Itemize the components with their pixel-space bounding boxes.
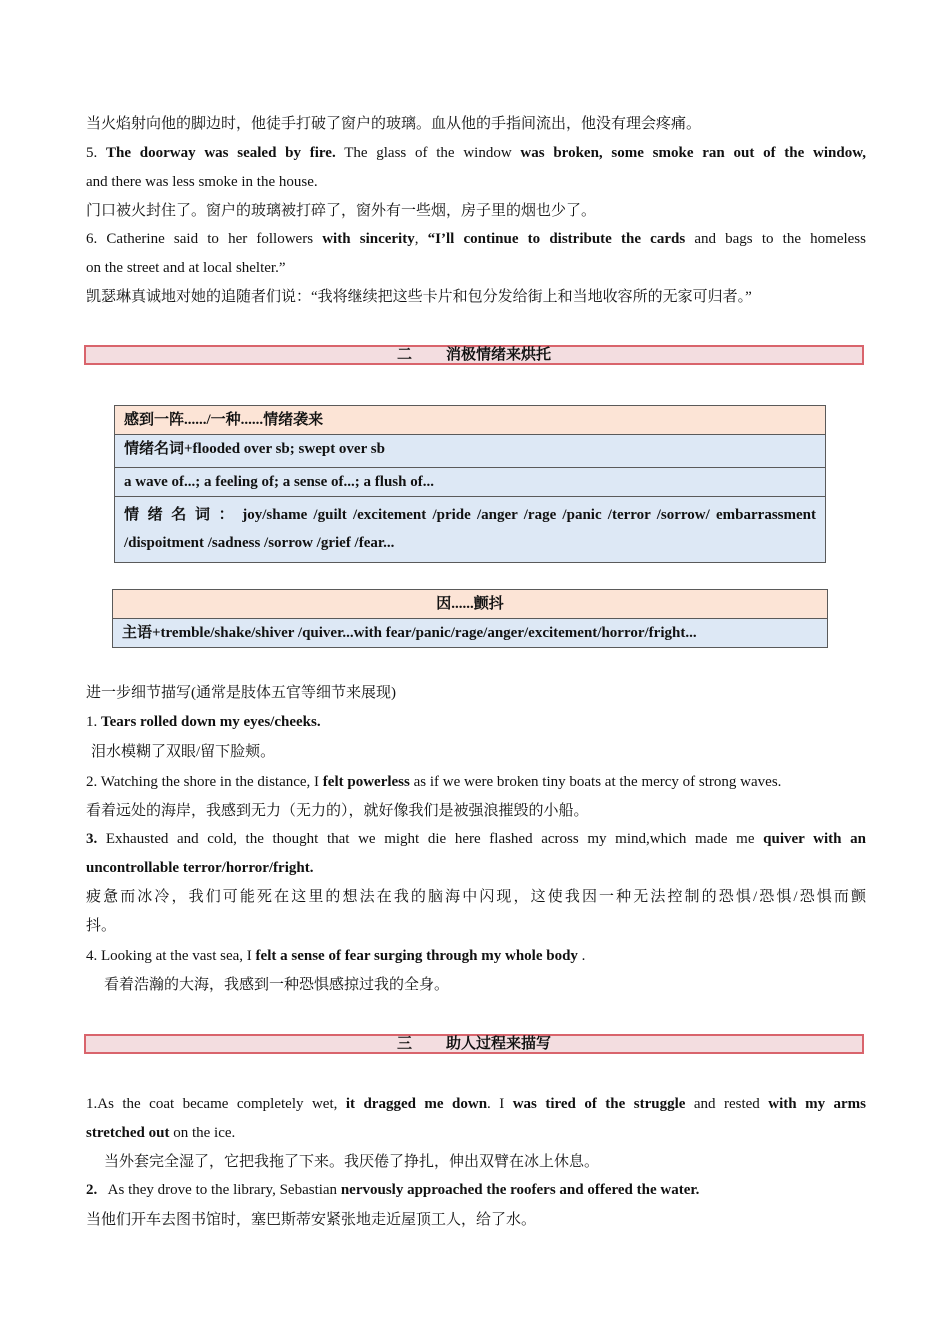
detail-example-1-cn: 泪水模糊了双眼/留下脸颊。 — [91, 744, 276, 760]
emotion-wave-table-header: 感到一阵....../一种......情绪袭来 — [115, 406, 826, 435]
help-example-1-en-line-2: stretched out on the ice. — [86, 1125, 236, 1141]
section-2-number: 二 — [396, 347, 412, 363]
detail-example-2-en: 2. Watching the shore in the distance, I felt powerless as if we were broken tiny boats at the mercy of strong waves. — [86, 774, 782, 790]
detail-example-3-en-line-2: uncontrollable terror/horror/fright. — [86, 860, 314, 876]
help-example-2-en: 2. As they drove to the library, Sebastian nervously approached the roofers and offered the water. — [86, 1182, 700, 1198]
section-3-title: 助人过程来描写 — [446, 1036, 552, 1052]
example-6-en-line-1: 6. Catherine said to her followers with sincerity, “I’ll continue to distribute the cards and bags to the homeless — [86, 231, 866, 247]
example-6-cn: 凯瑟琳真诚地对她的追随者们说：“我将继续把这些卡片和包分发给街上和当地收容所的无家可归者。” — [86, 289, 752, 305]
help-example-1-cn: 当外套完全湿了，它把我拖了下来。我厌倦了挣扎，伸出双臂在冰上休息。 — [104, 1154, 600, 1170]
detail-example-4-cn: 看着浩瀚的大海，我感到一种恐惧感掠过我的全身。 — [104, 977, 450, 993]
help-example-1-en-line-1: 1.As the coat became completely wet, it dragged me down. I was tired of the struggle and rested with my arms — [86, 1096, 867, 1112]
example-6-en-line-2: on the street and at local shelter.” — [86, 260, 286, 276]
emotion-wave-table-row-1: 情绪名词+flooded over sb; swept over sb — [115, 435, 826, 468]
example-5-en-line-2: and there was less smoke in the house. — [86, 174, 318, 190]
section-2-title: 消极情绪来烘托 — [446, 347, 552, 363]
example-5-en-line-1: 5. The doorway was sealed by fire. The glass of the window was broken, some smoke ran out of the window, — [86, 145, 866, 161]
emotion-wave-table-row-2: a wave of...; a feeling of; a sense of...; a flush of... — [115, 468, 826, 497]
detail-example-3-cn-line-2: 抖。 — [86, 918, 117, 934]
tremble-table — [112, 589, 828, 648]
example-5-cn: 门口被火封住了。窗户的玻璃被打碎了，窗外有一些烟，房子里的烟也少了。 — [86, 203, 597, 219]
help-example-2-cn: 当他们开车去图书馆时，塞巴斯蒂安紧张地走近屋顶工人，给了水。 — [86, 1212, 537, 1228]
section-3-number: 三 — [396, 1036, 412, 1052]
section-3-heading — [84, 1034, 864, 1054]
detail-example-1-en: 1. Tears rolled down my eyes/cheeks. — [86, 714, 321, 730]
detail-intro: 进一步细节描写(通常是肢体五官等细节来展现) — [86, 685, 396, 701]
detail-example-4-en: 4. Looking at the vast sea, I felt a sense of fear surging through my whole body . — [86, 948, 586, 964]
tremble-table-row-1: 主语+tremble/shake/shiver /quiver...with fear/panic/rage/anger/excitement/horror/fright... — [113, 619, 828, 648]
tremble-table-header: 因......颤抖 — [113, 590, 828, 619]
emotion-wave-table-row-3: 情 绪 名 词 ： joy/shame /guilt /excitement /pride /anger /rage /panic /terror /sorrow/ embarrassment /dispoitment /sadness /sorrow /grief /fear... — [115, 497, 826, 563]
emotion-wave-table — [114, 405, 826, 563]
top-cn-line-1: 当火焰射向他的脚边时，他徒手打破了窗户的玻璃。血从他的手指间流出，他没有理会疼痛。 — [86, 116, 702, 132]
detail-example-3-cn-line-1: 疲惫而冰冷，我们可能死在这里的想法在我的脑海中闪现，这使我因一种无法控制的恐惧/恐惧/恐惧而颤 — [86, 889, 866, 905]
detail-example-2-cn: 看着远处的海岸，我感到无力（无力的），就好像我们是被强浪摧毁的小船。 — [86, 803, 589, 819]
section-2-heading — [84, 345, 864, 365]
detail-example-3-en-line-1: 3. Exhausted and cold, the thought that we might die here flashed across my mind,which made me quiver with an — [86, 831, 866, 847]
